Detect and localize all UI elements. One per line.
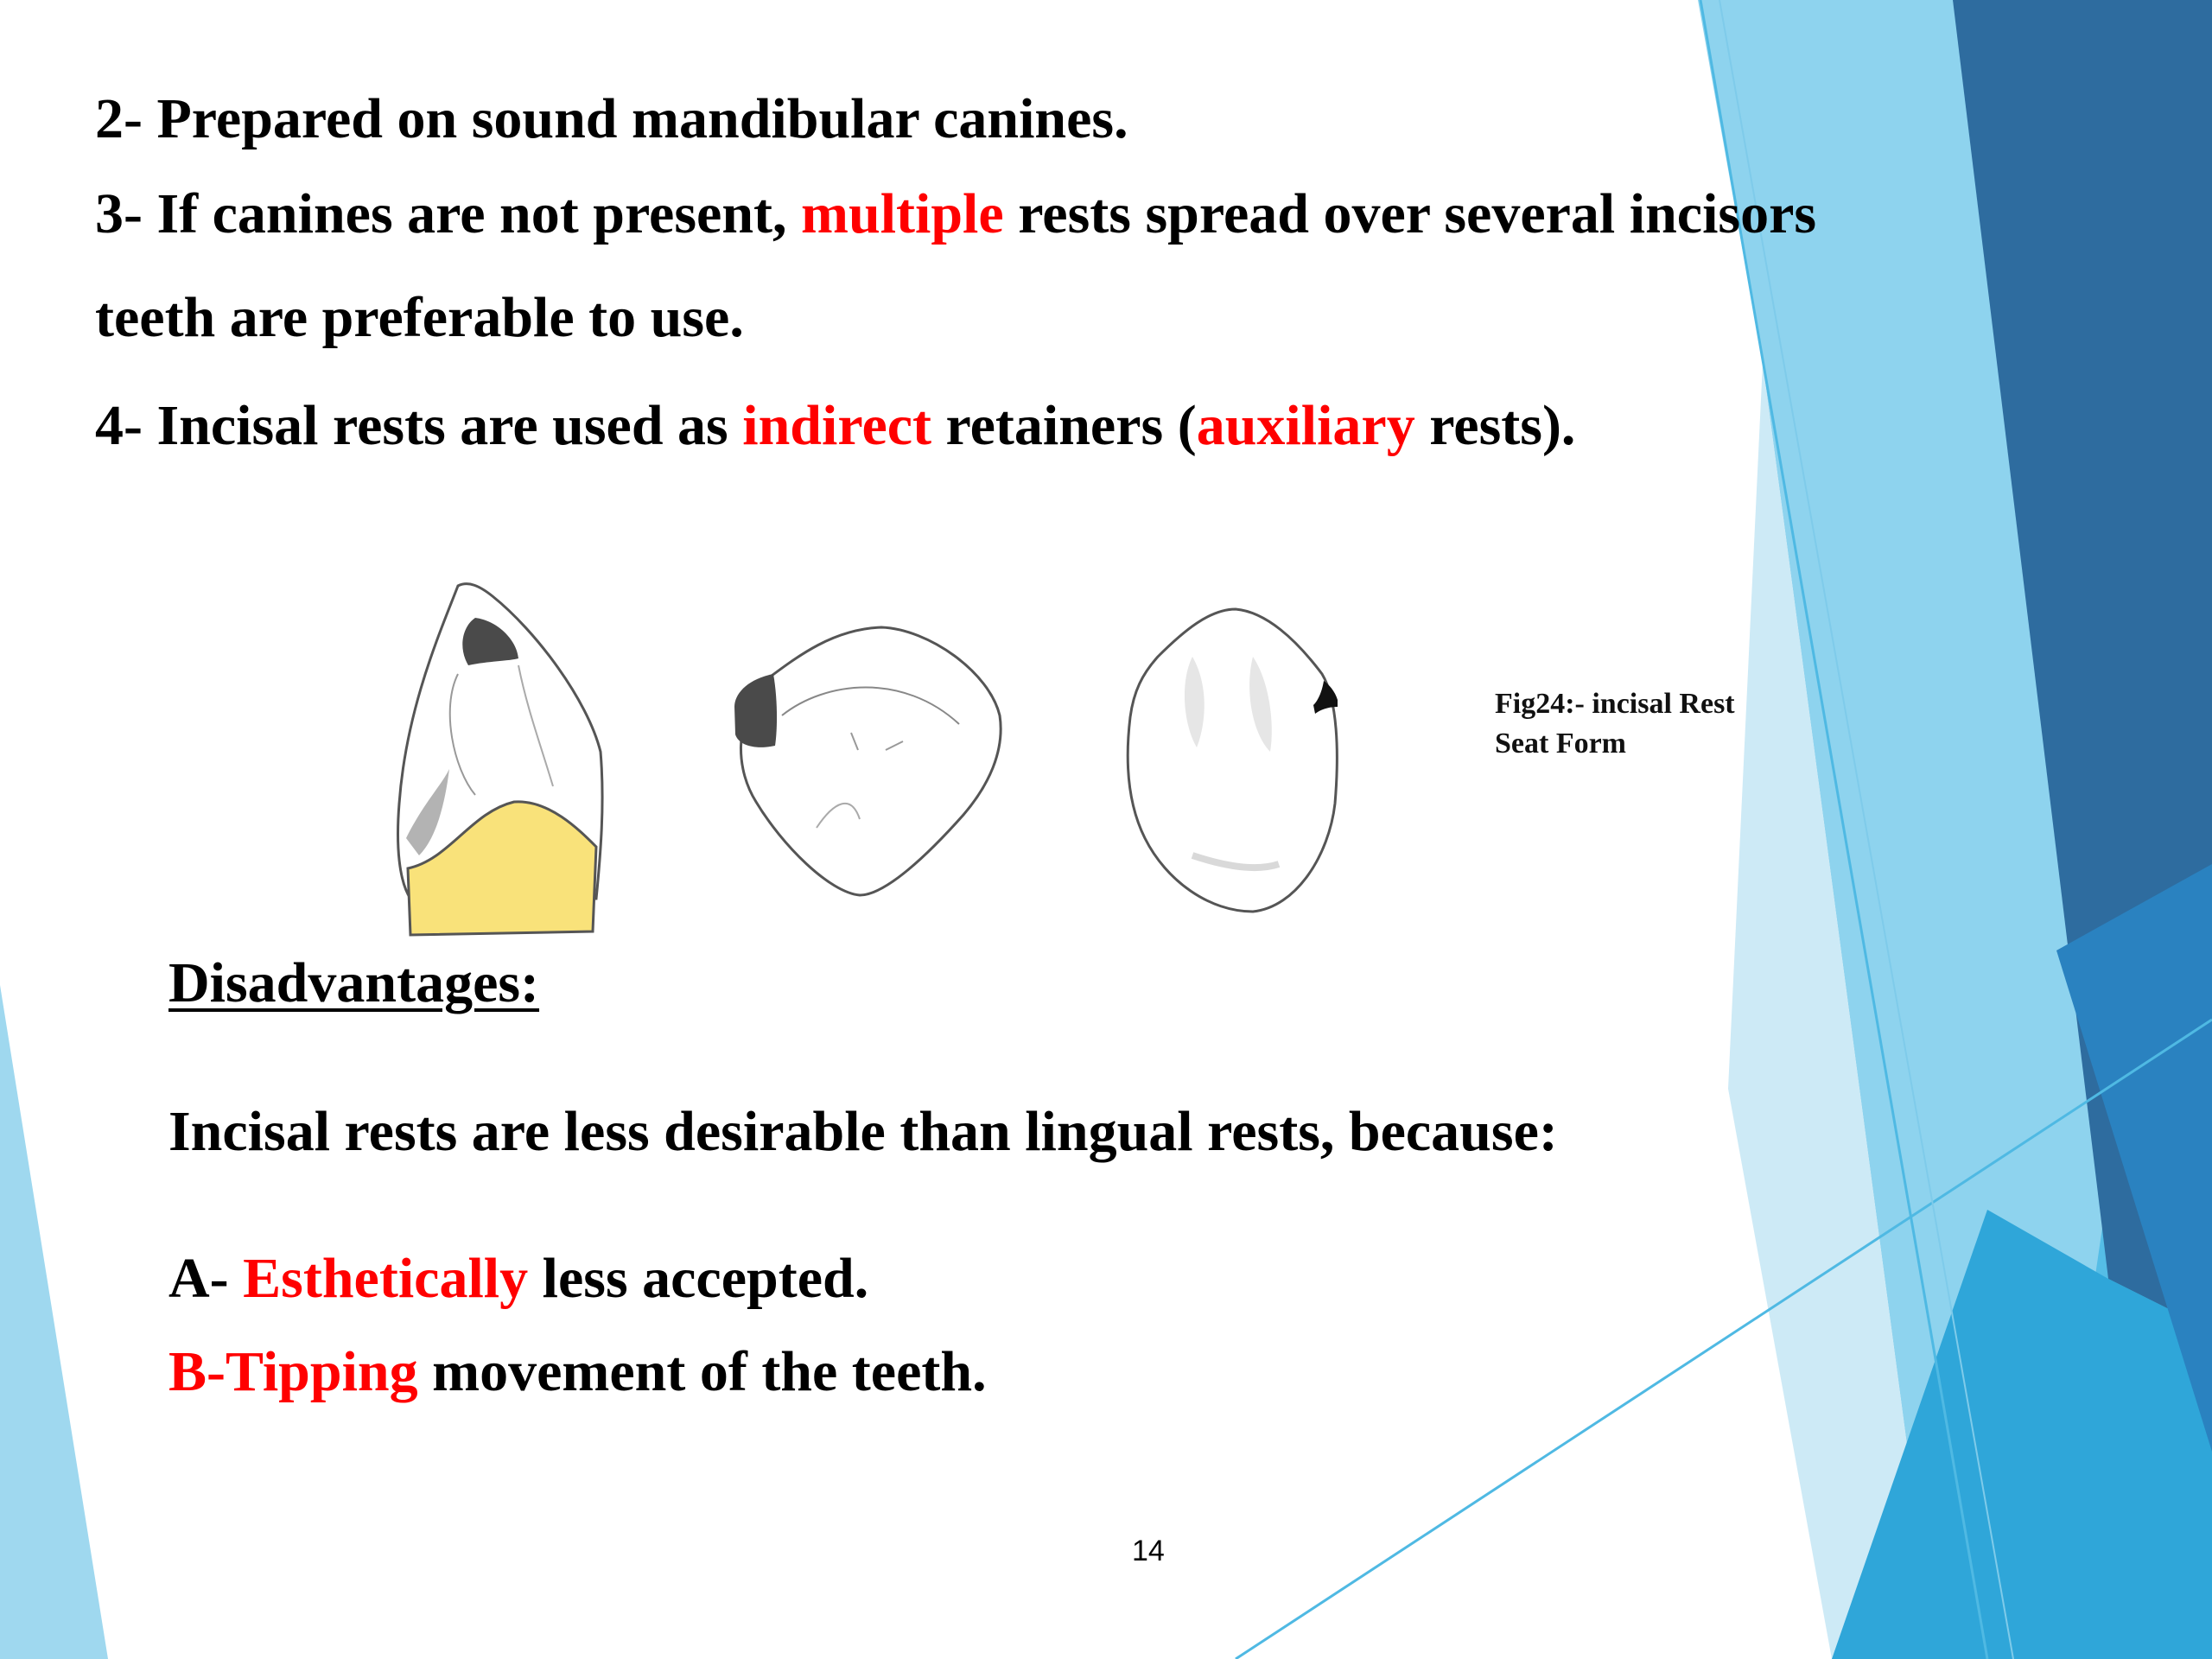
point-2 <box>95 86 1128 152</box>
disadvantage-a <box>168 1246 868 1312</box>
point-4-suffix: rests). <box>1414 394 1576 457</box>
point-3-prefix: 3- If canines are not present, <box>95 182 802 245</box>
disadvantages-heading: Disadvantages: <box>168 951 540 1014</box>
bg-left-light-shape <box>0 985 108 1659</box>
figure-caption: Fig24:- incisal Rest Seat Form <box>1495 688 1735 760</box>
disadvantage-b-highlight: B-Tipping <box>168 1340 418 1403</box>
tooth-side-view-icon <box>389 579 622 942</box>
disadvantage-b <box>168 1339 987 1405</box>
point-4 <box>95 393 1575 459</box>
point-4-middle: retainers ( <box>931 394 1197 457</box>
point-2-text: 2- Prepared on sound mandibular canines. <box>95 87 1128 150</box>
point-4-prefix: 4- Incisal rests are used as <box>95 394 743 457</box>
disadvantages-intro: Incisal rests are less desirable than lingual rests, because: <box>168 1100 1558 1163</box>
point-3-continuation-text: teeth are preferable to use. <box>95 286 744 349</box>
point-3-continuation <box>95 285 744 351</box>
point-3 <box>95 181 1816 247</box>
disadvantage-a-suffix: less accepted. <box>528 1247 869 1310</box>
point-4-highlight-indirect: indirect <box>742 394 932 457</box>
disadvantage-b-suffix: movement of the teeth. <box>417 1340 987 1403</box>
disadvantage-a-prefix: A- <box>168 1247 244 1310</box>
point-3-suffix: rests spread over several incisors <box>1003 182 1817 245</box>
tooth-lingual-view-icon <box>1123 605 1348 916</box>
page-number: 14 <box>1132 1535 1165 1567</box>
point-4-highlight-auxiliary: auxiliary <box>1196 394 1415 457</box>
point-3-highlight: multiple <box>801 182 1004 245</box>
disadvantage-a-highlight: Esthetically <box>243 1247 529 1310</box>
tooth-incisal-view-icon <box>730 620 1007 906</box>
